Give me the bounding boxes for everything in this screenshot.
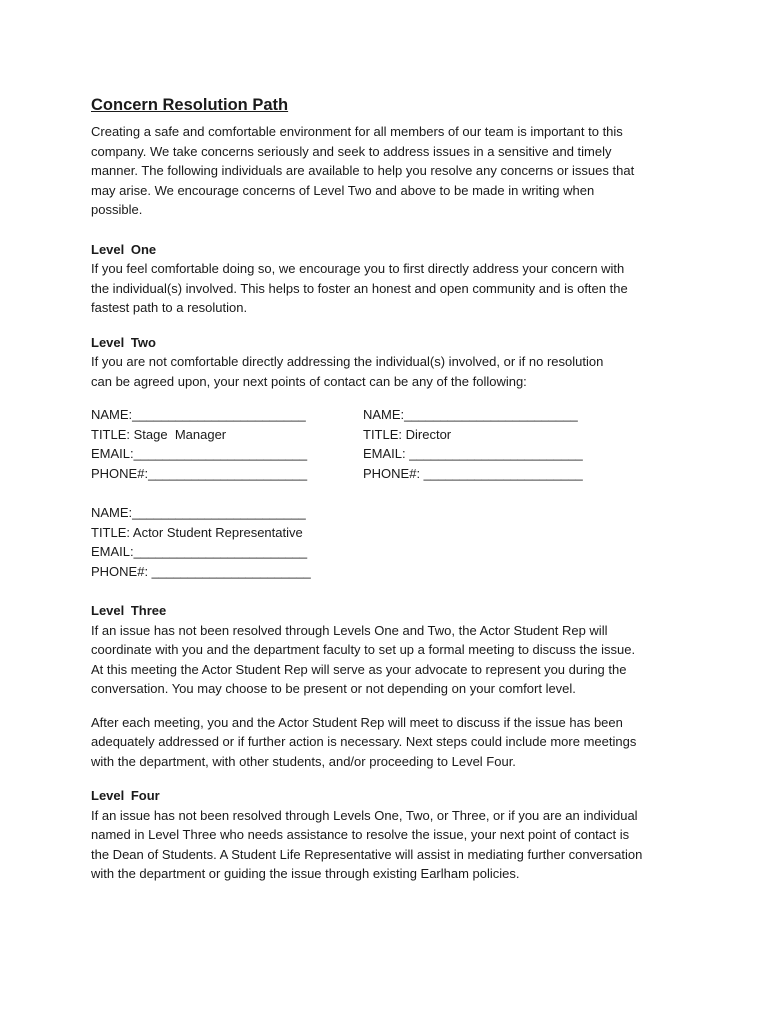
contact-name: NAME:________________________: [91, 505, 306, 520]
contact-phone: PHONE#: ______________________: [363, 465, 583, 481]
contact-phone: PHONE#:______________________: [91, 465, 308, 481]
level-one-heading: Level One: [91, 241, 157, 257]
level-four-text: If an issue has not been resolved through Levels One, Two, or Three, or if you are an individual named in Level Three who needs assistance to resolve the issue, your next point of contact is the Dean of Students. A Student Life Representative will assist in mediating further conversation with the department or guiding the issue through existing Earlham policies.: [91, 807, 643, 881]
contact-title: TITLE: Stage Manager: [91, 426, 227, 442]
contact-email: EMAIL:________________________: [91, 544, 308, 559]
level-three-heading: Level Three: [91, 603, 167, 618]
level-three-text: If an issue has not been resolved through Levels One and Two, the Actor Student Rep will coordinate with you and the department faculty to set up a formal meeting to discuss the issue. At this meeting the Actor Student Rep will serve as your advocate to represent you during the conversation. You may choose to be present or not depending on your comfort level.: [91, 622, 636, 696]
level-one-section: [91, 240, 691, 318]
contact-title: TITLE: Actor Student Representative: [91, 524, 303, 540]
contact-name: NAME:________________________: [91, 407, 306, 422]
level-two-text: If you are not comfortable directly addressing the individual(s) involved, or if no resolution can be agreed upon, your next points of contact can be any of the following:: [91, 354, 604, 389]
level-four-section: [91, 786, 691, 884]
level-three-section: [91, 601, 691, 771]
level-one-text: If you feel comfortable doing so, we encourage you to first directly address your concern with the individual(s) involved. This helps to foster an honest and open community and is often the fastest path to a resolution.: [91, 261, 628, 315]
level-three-followup-text: After each meeting, you and the Actor Student Rep will meet to discuss if the issue has been adequately addressed or if further action is necessary. Next steps could include more meetings with the department, with other students, and/or proceeding to Level Four.: [91, 714, 637, 769]
document-page: [91, 94, 691, 884]
level-two-section: [91, 333, 691, 582]
intro-paragraph: Creating a safe and comfortable environment for all members of our team is important to this company. We take concerns seriously and seek to address issues in a sensitive and timely manner. The following individuals are available to help you resolve any concerns or issues that may arise. We encourage concerns of Level Two and above to be made in writing when possible.: [91, 124, 635, 217]
contact-block-director: [363, 405, 635, 483]
page-title: Concern Resolution Path: [91, 96, 289, 114]
contact-block-stage-manager: [91, 405, 363, 483]
contact-name: NAME:________________________: [363, 407, 578, 422]
contact-title: TITLE: Director: [363, 426, 452, 442]
contact-block-student-rep: [91, 503, 363, 581]
level-two-heading: Level Two: [91, 334, 156, 350]
contact-email: EMAIL: ________________________: [363, 446, 583, 461]
contacts-row: [91, 405, 691, 483]
contact-email: EMAIL:________________________: [91, 446, 308, 461]
contact-phone: PHONE#: ______________________: [91, 563, 311, 579]
level-four-heading: Level Four: [91, 788, 160, 803]
